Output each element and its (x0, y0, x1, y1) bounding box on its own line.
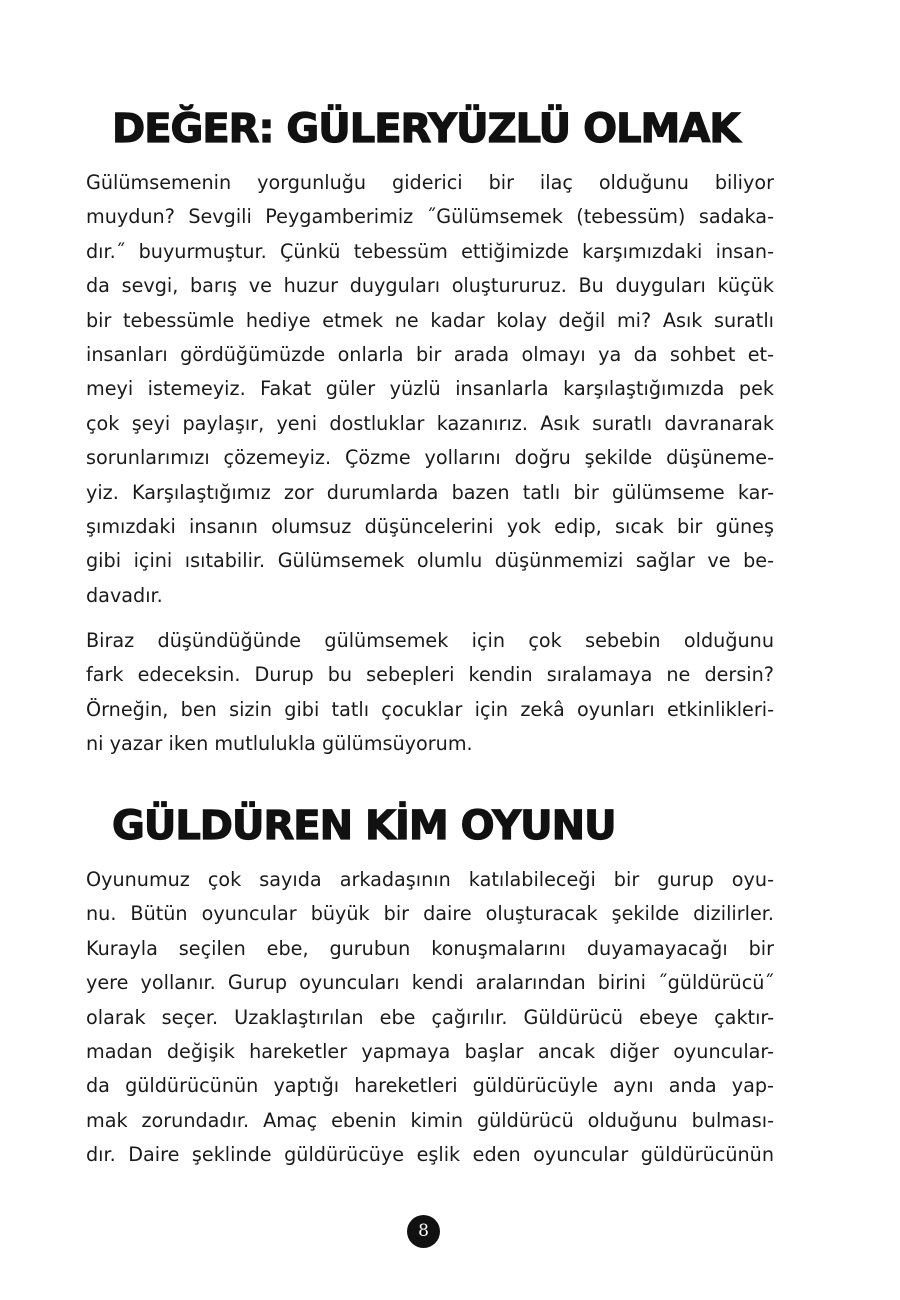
text-line: da sevgi, barış ve huzur duyguları oluştururuz. Bu duyguları küçük (86, 274, 774, 298)
text-line: Oyunumuz çok sayıda arkadaşının katılabileceği bir gurup oyu- (86, 868, 774, 891)
text-line: davadır. (86, 583, 163, 607)
text-line: çok şeyi paylaşır, yeni dostluklar kazanırız. Asık suratlı davranarak (86, 411, 774, 435)
text-line: dır.˝ buyurmuştur. Çünkü tebessüm ettiğimizde karşımızdaki insan- (86, 239, 774, 263)
text-line: Gülümsemenin yorgunluğu giderici bir ilaç olduğunu biliyor (86, 171, 774, 194)
text-line: yiz. Karşılaştığımız zor durumlarda bazen tatlı bir gülümseme kar- (86, 480, 774, 504)
text-line: Örneğin, ben sizin gibi tatlı çocuklar için zekâ oyunları etkinlikleri- (86, 697, 774, 721)
paragraph-value-1 (86, 166, 774, 613)
text-line: insanları gördüğümüzde onlarla bir arada olmayı ya da sohbet et- (86, 342, 774, 366)
text-line: meyi istemeyiz. Fakat güler yüzlü insanlarla karşılaştığımızda pek (86, 377, 774, 401)
text-line: muydun? Sevgili Peygamberimiz ˝Gülümsemek (tebessüm) sadaka- (86, 205, 774, 229)
paragraph-value-2 (86, 624, 774, 762)
text-line: Kurayla seçilen ebe, gurubun konuşmalarını duyamayacağı bir (86, 936, 774, 960)
page-number-badge: 8 (407, 1215, 440, 1248)
section-title-game: GÜLDÜREN KİM OYUNU (112, 803, 616, 849)
text-line: gibi içini ısıtabilir. Gülümsemek olumlu düşünmemizi sağlar ve be- (86, 549, 774, 573)
text-line: Biraz düşündüğünde gülümsemek için çok sebebin olduğunu (86, 629, 774, 652)
text-line: ni yazar iken mutlulukla gülümsüyorum. (86, 732, 473, 756)
text-line: olarak seçer. Uzaklaştırılan ebe çağırılır. Güldürücü ebeye çaktır- (86, 1005, 774, 1029)
paragraph-game-1 (86, 863, 774, 1173)
text-line: yere yollanır. Gurup oyuncuları kendi aralarından birini ˝güldürücü˝ (86, 971, 774, 995)
text-line: sorunlarımızı çözemeyiz. Çözme yollarını doğru şekilde düşüneme- (86, 446, 774, 470)
text-line: madan değişik hareketler yapmaya başlar ancak diğer oyuncular- (86, 1039, 774, 1063)
text-line: fark edeceksin. Durup bu sebepleri kendin sıralamaya ne dersin? (86, 663, 774, 687)
text-line: bir tebessümle hediye etmek ne kadar kolay değil mi? Asık suratlı (86, 308, 774, 332)
text-line: da güldürücünün yaptığı hareketleri güldürücüyle aynı anda yap- (86, 1074, 774, 1098)
text-line: şımızdaki insanın olumsuz düşüncelerini yok edip, sıcak bir güneş (86, 514, 774, 538)
text-line: nu. Bütün oyuncular büyük bir daire oluşturacak şekilde dizilirler. (86, 902, 774, 926)
text-line: dır. Daire şeklinde güldürücüye eşlik eden oyuncular güldürücünün (86, 1143, 774, 1167)
text-line: mak zorundadır. Amaç ebenin kimin güldürücü olduğunu bulması- (86, 1108, 774, 1132)
section-title-value: DEĞER: GÜLERYÜZLÜ OLMAK (112, 106, 740, 152)
